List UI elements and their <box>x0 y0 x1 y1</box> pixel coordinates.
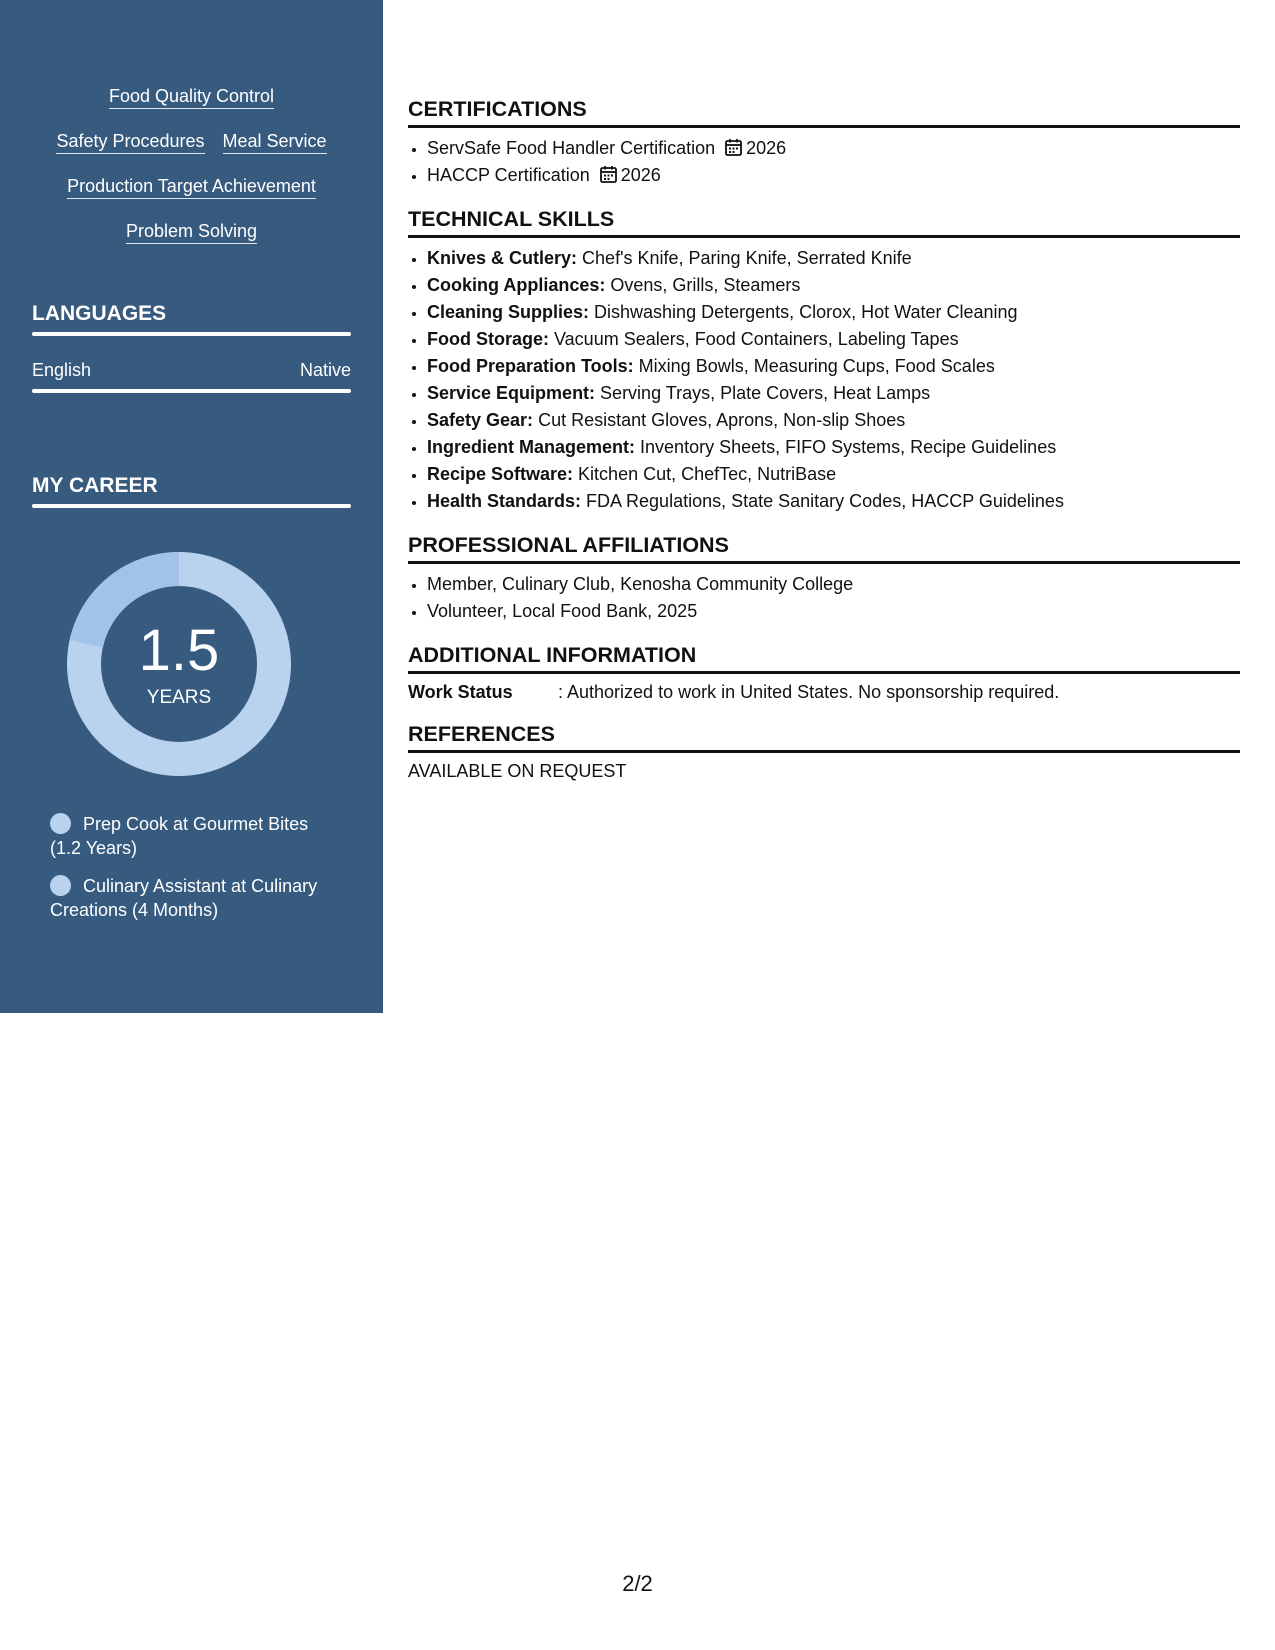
skill-item <box>427 326 1240 353</box>
page-number: 2/2 <box>622 1571 653 1596</box>
skill-tag: Problem Solving <box>126 220 257 244</box>
section-title: TECHNICAL SKILLS <box>408 207 615 231</box>
section-divider <box>408 750 1240 753</box>
section-divider <box>408 561 1240 564</box>
section-title: REFERENCES <box>408 722 555 746</box>
skill-row <box>32 85 351 130</box>
skill-category: Food Preparation Tools: <box>427 356 634 376</box>
affiliations-list <box>408 571 1240 625</box>
section-divider <box>408 671 1240 674</box>
skill-row <box>32 175 351 220</box>
sidebar <box>0 0 383 1013</box>
calendar-icon <box>600 165 617 183</box>
certifications-list <box>408 135 1240 189</box>
skill-values: Serving Trays, Plate Covers, Heat Lamps <box>595 383 931 403</box>
skills-tag-list <box>32 85 351 265</box>
affiliation-item: • Volunteer, Local Food Bank, 2025 <box>427 598 1240 625</box>
legend-dot-icon <box>50 875 71 896</box>
donut-center <box>66 551 292 777</box>
affiliation-item: • Member, Culinary Club, Kenosha Community College <box>427 571 1240 598</box>
skill-values: Mixing Bowls, Measuring Cups, Food Scales <box>633 356 995 376</box>
skill-row <box>32 130 351 175</box>
skill-row <box>32 220 351 265</box>
career-heading: MY CAREER <box>32 474 158 497</box>
career-legend-item <box>50 812 340 860</box>
skill-values: Ovens, Grills, Steamers <box>605 275 801 295</box>
career-legend-item <box>50 874 340 922</box>
skill-category: Health Standards: <box>427 491 582 511</box>
certifications-section <box>408 96 1240 189</box>
skill-category: Food Storage: <box>427 329 549 349</box>
skill-values: FDA Regulations, State Sanitary Codes, HACCP Guidelines <box>581 491 1064 511</box>
skill-category: Knives & Cutlery: <box>427 248 578 268</box>
work-status-value: : Authorized to work in United States. No sponsorship required. <box>558 682 1060 702</box>
technical-skills-list <box>408 245 1240 515</box>
skill-category: Safety Gear: <box>427 410 534 430</box>
work-status-label: Work Status <box>408 682 513 702</box>
certification-name: ServSafe Food Handler Certification <box>427 138 716 158</box>
legend-dot-icon <box>50 813 71 834</box>
languages-heading: LANGUAGES <box>32 302 167 325</box>
career-legend-label: Culinary Assistant at Culinary Creations (4 Months) <box>50 876 318 920</box>
career-divider <box>32 504 351 508</box>
career-total-value: 1.5 <box>138 618 220 683</box>
certification-item <box>427 135 1240 162</box>
section-divider <box>408 125 1240 128</box>
skill-values: Inventory Sheets, FIFO Systems, Recipe Guidelines <box>635 437 1057 457</box>
references-section <box>408 721 1240 783</box>
skill-values: Chef's Knife, Paring Knife, Serrated Knife <box>577 248 912 268</box>
certification-item <box>427 162 1240 189</box>
language-proficiency-bar <box>32 389 351 393</box>
skill-tag: Food Quality Control <box>109 85 274 109</box>
skill-category: Service Equipment: <box>427 383 596 403</box>
career-legend <box>50 812 340 936</box>
section-title: ADDITIONAL INFORMATION <box>408 643 697 667</box>
skill-item <box>427 299 1240 326</box>
skill-item <box>427 407 1240 434</box>
skill-values: Kitchen Cut, ChefTec, NutriBase <box>573 464 837 484</box>
skill-values: Vacuum Sealers, Food Containers, Labeling Tapes <box>549 329 959 349</box>
skill-tag: Safety Procedures <box>56 130 204 154</box>
language-row <box>32 359 351 381</box>
skill-category: Ingredient Management: <box>427 437 636 457</box>
language-name: English <box>32 360 92 380</box>
career-total-unit: YEARS <box>146 687 212 708</box>
section-title: PROFESSIONAL AFFILIATIONS <box>408 533 729 557</box>
skill-item <box>427 245 1240 272</box>
skill-item <box>427 434 1240 461</box>
section-divider <box>408 235 1240 238</box>
section-title: CERTIFICATIONS <box>408 97 587 121</box>
languages-divider <box>32 332 351 336</box>
skill-category: Recipe Software: <box>427 464 574 484</box>
work-status-row <box>408 681 1240 704</box>
skill-values: Dishwashing Detergents, Clorox, Hot Water Cleaning <box>589 302 1018 322</box>
certification-year: 2026 <box>620 165 661 185</box>
language-level: Native <box>299 360 351 380</box>
skill-item <box>427 353 1240 380</box>
skill-tag: Meal Service <box>223 130 327 154</box>
additional-info-section <box>408 642 1240 704</box>
skill-category: Cleaning Supplies: <box>427 302 590 322</box>
skill-category: Cooking Appliances: <box>427 275 606 295</box>
skill-values: Cut Resistant Gloves, Aprons, Non-slip Shoes <box>533 410 906 430</box>
skill-item <box>427 272 1240 299</box>
career-donut-chart <box>66 551 292 777</box>
technical-skills-section <box>408 206 1240 515</box>
affiliations-section <box>408 532 1240 625</box>
calendar-icon <box>725 138 742 156</box>
career-legend-label: Prep Cook at Gourmet Bites (1.2 Years) <box>50 814 309 858</box>
skill-tag: Production Target Achievement <box>67 175 316 199</box>
skill-item <box>427 380 1240 407</box>
skill-item <box>427 461 1240 488</box>
main-content <box>408 96 1240 800</box>
certification-year: 2026 <box>746 138 787 158</box>
references-text: AVAILABLE ON REQUEST <box>408 761 627 781</box>
skill-item <box>427 488 1240 515</box>
certification-name: HACCP Certification <box>427 165 590 185</box>
